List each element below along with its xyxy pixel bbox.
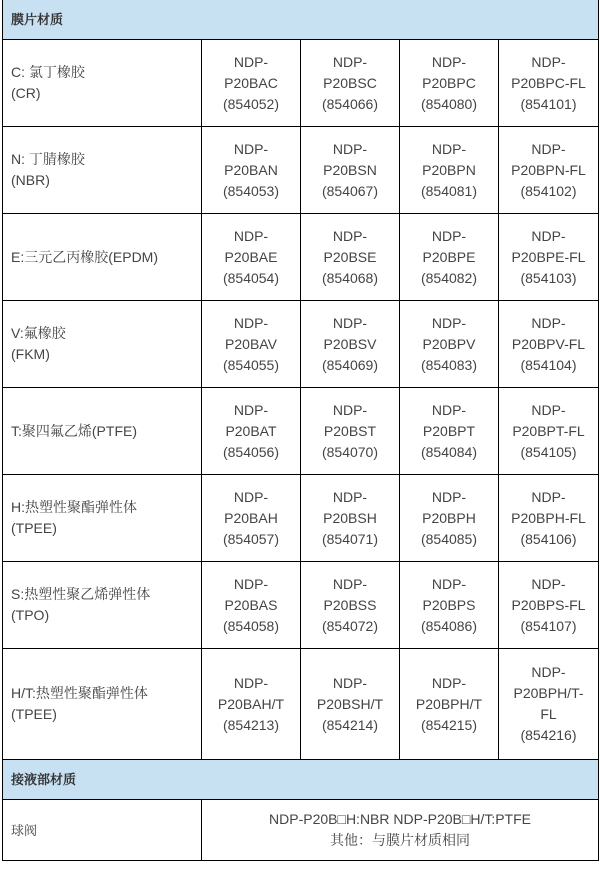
- part-number-cell: [400, 388, 499, 475]
- material-label: [3, 214, 202, 301]
- part-number-cell: [202, 475, 301, 562]
- part-number-line: (854215): [420, 716, 478, 733]
- part-number-line: (854216): [520, 727, 577, 743]
- material-row: [3, 649, 599, 760]
- material-label-line: (TPEE): [11, 706, 57, 722]
- part-number-line: (854069): [321, 356, 379, 373]
- material-row: [3, 40, 599, 127]
- part-number-line: (854056): [222, 443, 280, 460]
- material-label: [3, 388, 202, 475]
- part-number-line: (854102): [520, 182, 577, 199]
- part-number-line: P20BSS: [323, 596, 377, 613]
- part-number-line: NDP-: [332, 674, 368, 691]
- part-number-cell: [499, 649, 599, 760]
- part-number-cell: [202, 388, 301, 475]
- part-number-line: NDP-: [531, 53, 566, 70]
- part-number-line: P20BPH-FL: [511, 509, 586, 526]
- part-number-line: P20BSC: [323, 74, 377, 91]
- part-number-line: (854103): [520, 269, 577, 286]
- part-number-cell: [499, 562, 599, 649]
- part-number-line: NDP-: [332, 53, 368, 70]
- part-number-line: NDP-: [332, 140, 368, 157]
- part-number-line: (854072): [321, 617, 379, 634]
- part-number-line: NDP-: [531, 575, 566, 592]
- material-label-line: (FKM): [11, 346, 50, 362]
- material-label: [3, 301, 202, 388]
- material-label-line: (TPO): [11, 607, 50, 623]
- part-number-line: (854066): [321, 95, 379, 112]
- material-label-line: (CR): [11, 85, 41, 101]
- wetted-note: [202, 800, 599, 861]
- part-number-cell: [301, 127, 400, 214]
- part-number-line: P20BPH: [422, 509, 476, 526]
- material-label: [3, 127, 202, 214]
- part-number-line: P20BPE: [422, 248, 476, 265]
- part-number-line: P20BAE: [224, 248, 278, 265]
- part-number-line: P20BAN: [224, 161, 278, 178]
- part-number-line: P20BAT: [225, 422, 277, 439]
- part-number-cell: [400, 562, 499, 649]
- part-number-line: (854106): [520, 530, 577, 547]
- material-label-line: H:热塑性聚酯弹性体: [11, 499, 137, 515]
- part-number-line: P20BAV: [225, 335, 277, 352]
- part-number-line: P20BPH/T: [415, 695, 483, 712]
- part-number-line: NDP-: [332, 227, 368, 244]
- material-label: [3, 649, 202, 760]
- part-number-cell: [202, 40, 301, 127]
- part-number-line: NDP-: [332, 488, 368, 505]
- material-label-line: T:聚四氟乙烯(PTFE): [11, 422, 137, 439]
- material-row: [3, 301, 599, 388]
- part-number-line: (854104): [520, 356, 577, 373]
- part-number-cell: [400, 301, 499, 388]
- part-number-line: (854070): [321, 443, 379, 460]
- part-number-line: P20BSN: [323, 161, 377, 178]
- part-number-line: (854083): [420, 356, 478, 373]
- material-label-line: C: 氯丁橡胶: [11, 64, 85, 80]
- part-number-line: NDP-: [233, 575, 269, 592]
- part-number-line: (854105): [520, 443, 577, 460]
- part-number-cell: [499, 40, 599, 127]
- part-number-line: (854053): [222, 182, 280, 199]
- part-number-cell: [400, 127, 499, 214]
- part-number-cell: [301, 214, 400, 301]
- section-title-membrane: 膜片材质: [3, 0, 599, 40]
- part-number-line: NDP-: [233, 53, 269, 70]
- part-number-line: (854054): [222, 269, 280, 286]
- part-number-line: P20BSV: [323, 335, 377, 352]
- part-number-line: (854085): [420, 530, 478, 547]
- part-number-cell: [400, 649, 499, 760]
- part-number-line: P20BAH/T: [217, 695, 285, 712]
- part-number-line: P20BPN-FL: [511, 161, 586, 178]
- material-row: [3, 388, 599, 475]
- wetted-row-ball-valve: [3, 800, 599, 861]
- part-number-line: P20BPS: [422, 596, 476, 613]
- part-number-line: NDP-: [233, 140, 269, 157]
- material-row: [3, 127, 599, 214]
- part-number-line: (854101): [520, 95, 577, 112]
- part-number-line: (854084): [420, 443, 478, 460]
- part-number-line: P20BPN: [422, 161, 476, 178]
- part-number-line: NDP-: [531, 227, 566, 244]
- material-row: [3, 562, 599, 649]
- part-number-line: P20BAC: [224, 74, 278, 91]
- part-number-line: (854058): [222, 617, 280, 634]
- part-number-line: NDP-: [233, 401, 269, 418]
- part-number-line: (854067): [321, 182, 379, 199]
- part-number-line: (854052): [222, 95, 280, 112]
- material-label: [3, 562, 202, 649]
- part-number-line: NDP-: [431, 488, 467, 505]
- part-number-line: NDP-: [431, 140, 467, 157]
- part-number-line: NDP-: [332, 401, 368, 418]
- part-number-line: NDP-: [431, 53, 467, 70]
- part-number-line: NDP-: [531, 314, 566, 331]
- part-number-line: NDP-: [233, 488, 269, 505]
- part-number-line: P20BPH/T-: [513, 685, 584, 701]
- part-number-line: P20BPV-FL: [511, 335, 586, 352]
- part-number-line: P20BSE: [323, 248, 377, 265]
- part-number-line: (854086): [420, 617, 478, 634]
- part-number-line: NDP-: [531, 664, 566, 680]
- part-number-line: NDP-: [431, 401, 467, 418]
- part-number-cell: [499, 475, 599, 562]
- part-number-line: (854068): [321, 269, 379, 286]
- part-number-line: (854082): [420, 269, 478, 286]
- part-number-line: (854080): [420, 95, 478, 112]
- part-number-cell: [499, 388, 599, 475]
- part-number-cell: [202, 301, 301, 388]
- part-number-line: NDP-: [431, 314, 467, 331]
- part-number-line: P20BAH: [224, 509, 278, 526]
- part-number-line: (854071): [321, 530, 379, 547]
- part-number-line: NDP-: [531, 140, 566, 157]
- part-number-cell: [499, 214, 599, 301]
- spec-table: [2, 0, 599, 861]
- wetted-label: 球阀: [3, 800, 202, 861]
- part-number-cell: [301, 40, 400, 127]
- section-row-wetted: [3, 760, 599, 800]
- material-label-line: S:热塑性聚乙烯弹性体: [11, 586, 151, 602]
- part-number-line: NDP-: [531, 401, 566, 418]
- part-number-line: (854055): [222, 356, 280, 373]
- material-label-line: E:三元乙丙橡胶(EPDM): [11, 248, 158, 265]
- part-number-cell: [202, 127, 301, 214]
- part-number-line: NDP-: [431, 674, 467, 691]
- part-number-cell: [301, 562, 400, 649]
- part-number-line: P20BSH: [323, 509, 377, 526]
- part-number-line: NDP-: [332, 314, 368, 331]
- material-label-line: (NBR): [11, 172, 50, 188]
- material-row: [3, 475, 599, 562]
- part-number-line: P20BPC: [422, 74, 476, 91]
- part-number-cell: [301, 301, 400, 388]
- part-number-line: NDP-: [531, 488, 566, 505]
- part-number-line: P20BAS: [224, 596, 278, 613]
- part-number-line: (854213): [222, 716, 280, 733]
- part-number-line: P20BPV: [422, 335, 476, 352]
- material-row: [3, 214, 599, 301]
- part-number-line: P20BPE-FL: [511, 248, 586, 265]
- part-number-line: P20BPT: [422, 422, 476, 439]
- part-number-line: (854081): [420, 182, 478, 199]
- material-label-line: H/T:热塑性聚酯弹性体: [11, 685, 148, 701]
- section-title-wetted: 接液部材质: [3, 760, 599, 800]
- part-number-line: NDP-: [233, 314, 269, 331]
- part-number-cell: [301, 649, 400, 760]
- part-number-line: P20BPC-FL: [511, 74, 586, 91]
- material-label-line: N: 丁腈橡胶: [11, 151, 85, 167]
- part-number-line: NDP-: [233, 227, 269, 244]
- part-number-cell: [400, 475, 499, 562]
- material-label: [3, 40, 202, 127]
- material-label-line: V:氟橡胶: [11, 325, 66, 341]
- part-number-cell: [202, 214, 301, 301]
- wetted-note-line: NDP-P20B□H:NBR NDP-P20B□H/T:PTFE: [269, 811, 531, 827]
- part-number-line: NDP-: [233, 674, 269, 691]
- part-number-line: NDP-: [431, 227, 467, 244]
- part-number-line: (854107): [520, 617, 577, 634]
- part-number-line: (854057): [222, 530, 280, 547]
- part-number-line: P20BPT-FL: [512, 422, 585, 439]
- part-number-cell: [400, 40, 499, 127]
- part-number-line: P20BPS-FL: [511, 596, 586, 613]
- part-number-cell: [499, 301, 599, 388]
- part-number-cell: [202, 649, 301, 760]
- part-number-cell: [499, 127, 599, 214]
- part-number-line: NDP-: [332, 575, 368, 592]
- part-number-line: P20BST: [323, 422, 377, 439]
- part-number-line: NDP-: [431, 575, 467, 592]
- material-label-line: (TPEE): [11, 520, 57, 536]
- part-number-line: FL: [540, 706, 557, 722]
- part-number-cell: [202, 562, 301, 649]
- part-number-line: (854214): [321, 716, 379, 733]
- section-row-membrane: [3, 0, 599, 40]
- part-number-cell: [301, 388, 400, 475]
- part-number-cell: [301, 475, 400, 562]
- wetted-note-line: 其他：与膜片材质相同: [330, 832, 470, 848]
- part-number-cell: [400, 214, 499, 301]
- material-label: [3, 475, 202, 562]
- part-number-line: P20BSH/T: [316, 695, 384, 712]
